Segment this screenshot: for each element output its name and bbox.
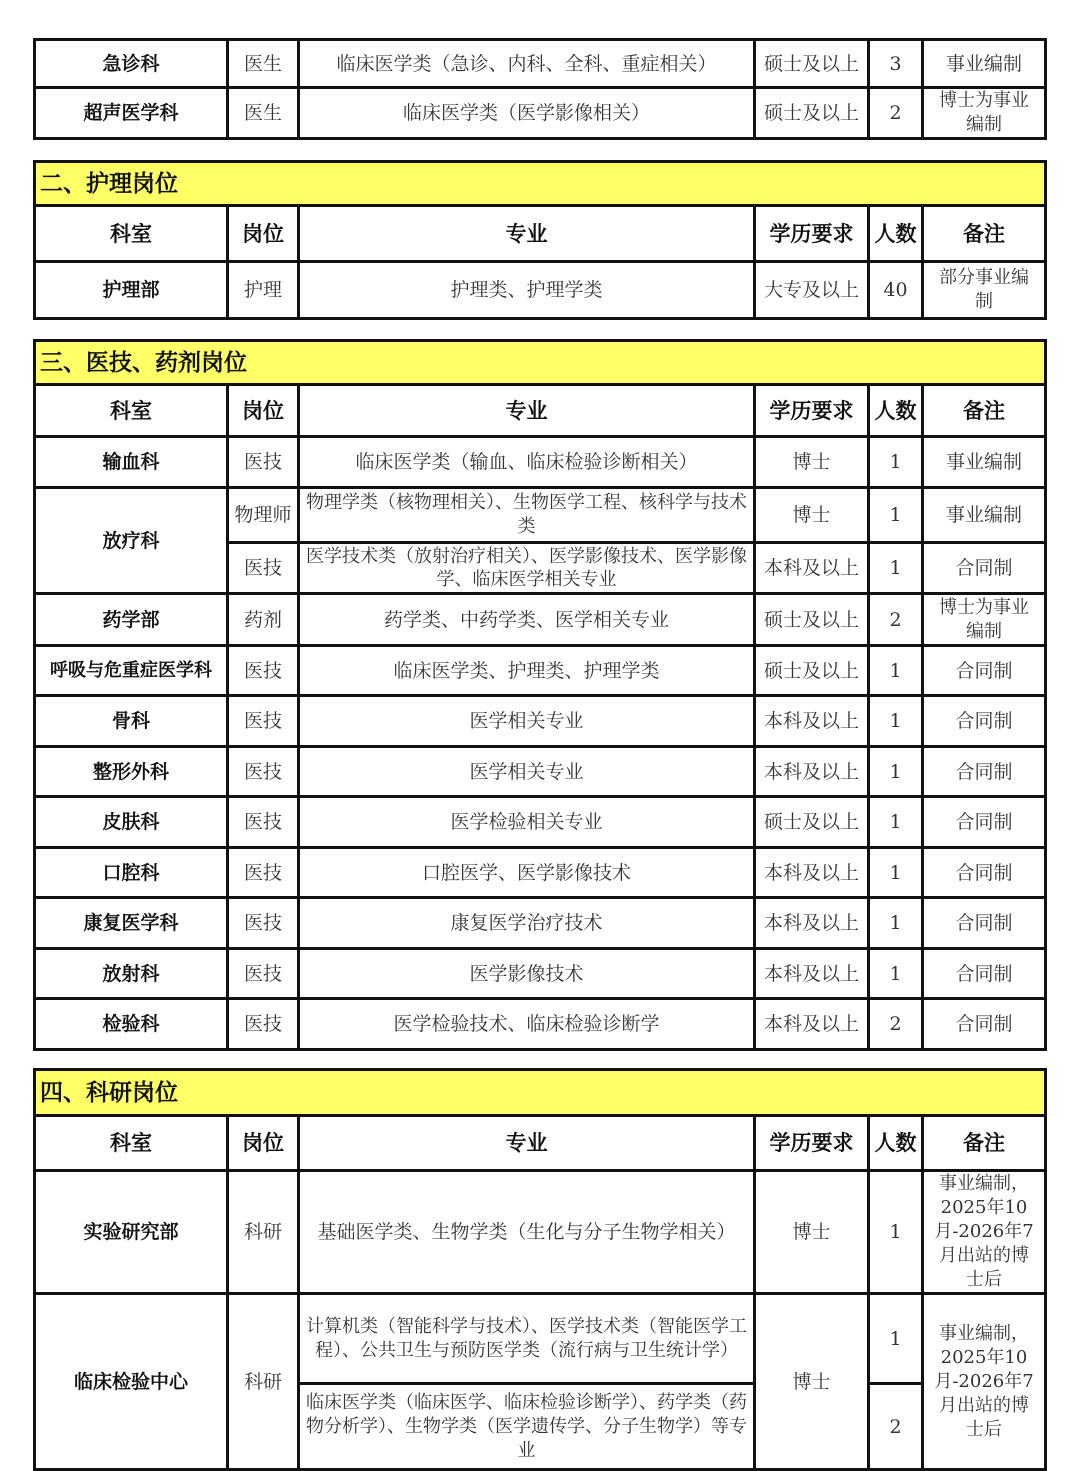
table-row	[35, 696, 1046, 747]
edu-cell: 硕士及以上	[755, 88, 869, 139]
edu-cell: 硕士及以上	[755, 40, 869, 88]
note-cell: 合同制	[923, 747, 1046, 797]
post-cell: 物理师	[228, 488, 299, 543]
edu-cell: 本科及以上	[755, 898, 869, 949]
major-cell: 物理学类（核物理相关）、生物医学工程、核科学与技术类	[299, 488, 755, 543]
header-row	[35, 385, 1046, 437]
num-cell: 1	[869, 1171, 923, 1294]
table-section-medtech	[33, 339, 1047, 1051]
post-cell: 医技	[228, 696, 299, 747]
num-cell: 1	[869, 898, 923, 949]
num-cell: 2	[869, 88, 923, 139]
dept-cell: 放射科	[35, 949, 228, 999]
note-cell: 合同制	[923, 543, 1046, 594]
table-row	[35, 1171, 1046, 1294]
header-post: 岗位	[228, 1116, 299, 1171]
dept-cell: 急诊科	[35, 40, 228, 88]
header-dept: 科室	[35, 1116, 228, 1171]
post-cell: 药剂	[228, 594, 299, 646]
note-cell: 合同制	[923, 999, 1046, 1050]
major-cell: 药学类、中药学类、医学相关专业	[299, 594, 755, 646]
section-title-row	[35, 1070, 1046, 1116]
table-row	[35, 797, 1046, 848]
major-cell: 计算机类（智能科学与技术）、医学技术类（智能医学工程）、公共卫生与预防医学类（流行病与卫生统计学）	[299, 1294, 755, 1384]
num-cell: 1	[869, 1294, 923, 1384]
edu-cell: 硕士及以上	[755, 594, 869, 646]
major-cell: 医学技术类（放射治疗相关）、医学影像技术、医学影像学、临床医学相关专业	[299, 543, 755, 594]
major-cell: 医学相关专业	[299, 696, 755, 747]
section-title: 四、科研岗位	[35, 1070, 1046, 1116]
num-cell: 40	[869, 262, 923, 319]
note-cell: 事业编制，2025年10月-2026年7月出站的博士后	[923, 1171, 1046, 1294]
table-row	[35, 999, 1046, 1050]
major-cell: 护理类、护理学类	[299, 262, 755, 319]
major-cell: 临床医学类（医学影像相关）	[299, 88, 755, 139]
post-cell: 医技	[228, 797, 299, 848]
num-cell: 2	[869, 1384, 923, 1470]
dept-cell: 整形外科	[35, 747, 228, 797]
header-post: 岗位	[228, 385, 299, 437]
note-cell: 事业编制	[923, 488, 1046, 543]
edu-cell: 博士	[755, 488, 869, 543]
note-cell: 部分事业编制	[923, 262, 1046, 319]
note-cell: 合同制	[923, 696, 1046, 747]
num-cell: 1	[869, 437, 923, 488]
note-cell: 事业编制，2025年10月-2026年7月出站的博士后	[923, 1294, 1046, 1470]
num-cell: 1	[869, 848, 923, 898]
table-section-doctors	[33, 38, 1047, 140]
note-cell: 博士为事业编制	[923, 594, 1046, 646]
major-cell: 医学检验技术、临床检验诊断学	[299, 999, 755, 1050]
dept-cell: 药学部	[35, 594, 228, 646]
table-row	[35, 262, 1046, 319]
table-row	[35, 1294, 1046, 1384]
note-cell: 合同制	[923, 949, 1046, 999]
header-dept: 科室	[35, 385, 228, 437]
post-cell: 医技	[228, 747, 299, 797]
header-num: 人数	[869, 385, 923, 437]
post-cell: 科研	[228, 1294, 299, 1470]
post-cell: 护理	[228, 262, 299, 319]
major-cell: 医学相关专业	[299, 747, 755, 797]
header-major: 专业	[299, 206, 755, 262]
num-cell: 1	[869, 696, 923, 747]
num-cell: 1	[869, 646, 923, 696]
major-cell: 临床医学类、护理类、护理学类	[299, 646, 755, 696]
dept-cell: 临床检验中心	[35, 1294, 228, 1470]
post-cell: 医生	[228, 88, 299, 139]
dept-cell: 康复医学科	[35, 898, 228, 949]
dept-cell: 放疗科	[35, 488, 228, 594]
dept-cell: 口腔科	[35, 848, 228, 898]
table-row	[35, 949, 1046, 999]
num-cell: 2	[869, 999, 923, 1050]
header-edu: 学历要求	[755, 206, 869, 262]
table-section-research	[33, 1068, 1047, 1471]
table-row	[35, 437, 1046, 488]
dept-cell: 检验科	[35, 999, 228, 1050]
post-cell: 医技	[228, 437, 299, 488]
edu-cell: 博士	[755, 1171, 869, 1294]
edu-cell: 硕士及以上	[755, 646, 869, 696]
header-row	[35, 1116, 1046, 1171]
table-row	[35, 594, 1046, 646]
edu-cell: 本科及以上	[755, 949, 869, 999]
header-major: 专业	[299, 1116, 755, 1171]
section-title: 二、护理岗位	[35, 162, 1046, 206]
num-cell: 2	[869, 594, 923, 646]
section-title: 三、医技、药剂岗位	[35, 341, 1046, 385]
edu-cell: 博士	[755, 437, 869, 488]
table-row	[35, 40, 1046, 88]
major-cell: 口腔医学、医学影像技术	[299, 848, 755, 898]
post-cell: 科研	[228, 1171, 299, 1294]
table-row	[35, 88, 1046, 139]
header-note: 备注	[923, 385, 1046, 437]
table-row	[35, 747, 1046, 797]
section-title-row	[35, 162, 1046, 206]
table-row	[35, 488, 1046, 543]
edu-cell: 本科及以上	[755, 747, 869, 797]
header-num: 人数	[869, 206, 923, 262]
header-edu: 学历要求	[755, 385, 869, 437]
header-row	[35, 206, 1046, 262]
dept-cell: 呼吸与危重症医学科	[35, 646, 228, 696]
edu-cell: 硕士及以上	[755, 797, 869, 848]
dept-cell: 皮肤科	[35, 797, 228, 848]
note-cell: 合同制	[923, 898, 1046, 949]
note-cell: 合同制	[923, 797, 1046, 848]
post-cell: 医技	[228, 949, 299, 999]
edu-cell: 博士	[755, 1294, 869, 1470]
post-cell: 医生	[228, 40, 299, 88]
dept-cell: 护理部	[35, 262, 228, 319]
dept-cell: 输血科	[35, 437, 228, 488]
table-row	[35, 898, 1046, 949]
num-cell: 1	[869, 797, 923, 848]
major-cell: 医学检验相关专业	[299, 797, 755, 848]
num-cell: 1	[869, 543, 923, 594]
major-cell: 临床医学类（急诊、内科、全科、重症相关）	[299, 40, 755, 88]
header-major: 专业	[299, 385, 755, 437]
edu-cell: 本科及以上	[755, 696, 869, 747]
post-cell: 医技	[228, 999, 299, 1050]
major-cell: 临床医学类（临床医学、临床检验诊断学）、药学类（药物分析学）、生物学类（医学遗传学、分子生物学）等专业	[299, 1384, 755, 1470]
edu-cell: 本科及以上	[755, 543, 869, 594]
header-note: 备注	[923, 206, 1046, 262]
dept-cell: 骨科	[35, 696, 228, 747]
edu-cell: 本科及以上	[755, 848, 869, 898]
note-cell: 事业编制	[923, 40, 1046, 88]
post-cell: 医技	[228, 543, 299, 594]
dept-cell: 实验研究部	[35, 1171, 228, 1294]
post-cell: 医技	[228, 848, 299, 898]
header-dept: 科室	[35, 206, 228, 262]
num-cell: 3	[869, 40, 923, 88]
table-row	[35, 848, 1046, 898]
dept-cell: 超声医学科	[35, 88, 228, 139]
header-note: 备注	[923, 1116, 1046, 1171]
edu-cell: 本科及以上	[755, 999, 869, 1050]
num-cell: 1	[869, 949, 923, 999]
num-cell: 1	[869, 488, 923, 543]
note-cell: 事业编制	[923, 437, 1046, 488]
note-cell: 合同制	[923, 848, 1046, 898]
num-cell: 1	[869, 747, 923, 797]
major-cell: 临床医学类（输血、临床检验诊断相关）	[299, 437, 755, 488]
note-cell: 博士为事业编制	[923, 88, 1046, 139]
major-cell: 医学影像技术	[299, 949, 755, 999]
section-title-row	[35, 341, 1046, 385]
post-cell: 医技	[228, 646, 299, 696]
header-post: 岗位	[228, 206, 299, 262]
edu-cell: 大专及以上	[755, 262, 869, 319]
header-edu: 学历要求	[755, 1116, 869, 1171]
major-cell: 基础医学类、生物学类（生化与分子生物学相关）	[299, 1171, 755, 1294]
table-section-nursing	[33, 160, 1047, 320]
major-cell: 康复医学治疗技术	[299, 898, 755, 949]
note-cell: 合同制	[923, 646, 1046, 696]
header-num: 人数	[869, 1116, 923, 1171]
table-row	[35, 646, 1046, 696]
post-cell: 医技	[228, 898, 299, 949]
